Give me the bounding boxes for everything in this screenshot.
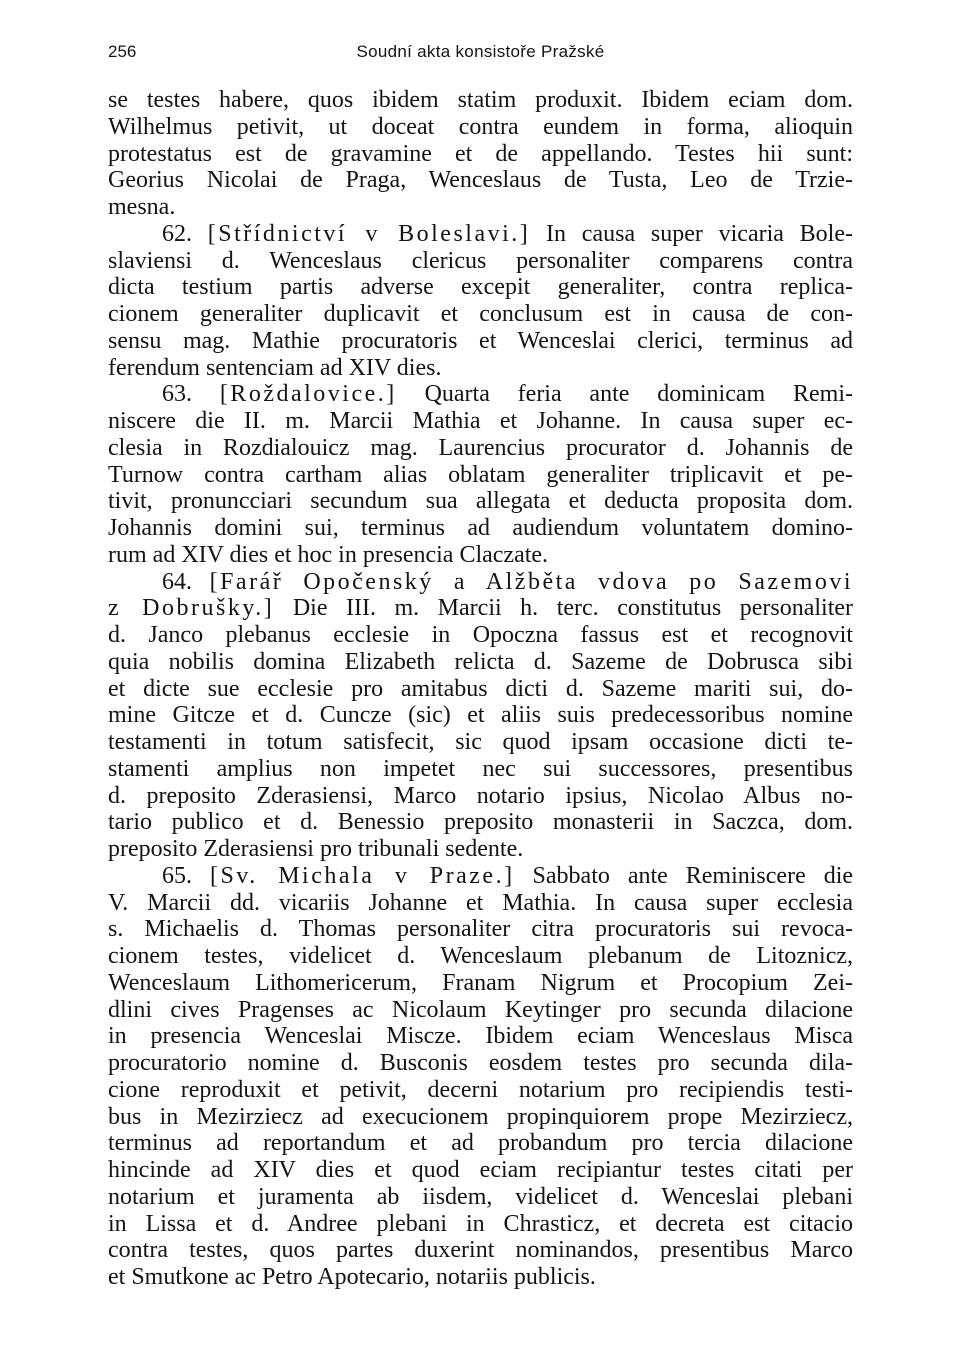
line-text: et dicte sue ecclesie pro amitabus dicti d. Sazeme mariti sui, do- [108, 675, 853, 702]
text-line [108, 890, 853, 917]
line-text: notarium et juramenta ab iisdem, videlicet d. Wenceslai plebani [108, 1183, 853, 1210]
running-title: Soudní akta konsistoře Pražské [356, 42, 605, 61]
text-line [108, 783, 853, 810]
line-text: Georius Nicolai de Praga, Wenceslaus de Tusta, Leo de Trzie- [108, 167, 853, 194]
line-text: tario publico et d. Benessio preposito monasterii in Saczca, dom. [108, 809, 853, 836]
line-text: rum ad XIV dies et hoc in presencia Claczate. [108, 541, 549, 568]
line-text: Turnow contra cartham alias oblatam generaliter triplicavit et pe- [108, 461, 853, 488]
entry-paragraph [108, 87, 853, 221]
text-line [108, 702, 853, 729]
line-text: contra testes, quos partes duxerint nominandos, presentibus Marco [108, 1237, 853, 1264]
text-line [108, 1264, 853, 1291]
text-line [108, 729, 853, 756]
line-text: bus in Mezirziecz ad execucionem propinquiorem prope Mezirziecz, [108, 1103, 853, 1130]
text-line [108, 1050, 853, 1077]
text-line [108, 248, 853, 275]
text-line [108, 1130, 853, 1157]
text-line [108, 1077, 853, 1104]
line-text: s. Michaelis d. Thomas personaliter citra procuratoris sui revoca- [108, 916, 853, 943]
line-text: Quarta feria ante dominicam Remi- [424, 381, 853, 408]
line-text: cionem testes, videlicet d. Wenceslaum plebanum de Litoznicz, [108, 943, 853, 969]
text-line [108, 622, 853, 649]
line-text: preposito Zderasiensi pro tribunali sedente. [108, 836, 524, 862]
text-line [108, 221, 853, 248]
line-text: clesia in Rozdialouicz mag. Laurencius procurator d. Johannis de [108, 434, 853, 461]
line-text: tivit, pronuncciari secundum sua allegata et deducta proposita dom. [108, 488, 853, 515]
line-text: dicta testium partis adverse excepit generaliter, contra replica- [108, 274, 853, 301]
text-line [108, 649, 853, 676]
text-line [108, 515, 853, 542]
page-header [108, 40, 853, 64]
text-line [108, 569, 853, 596]
text-line [108, 114, 853, 141]
line-text: testamenti in totum satisfecit, sic quod ipsam occasione dicti te- [108, 729, 853, 755]
line-text: cionem generaliter duplicavit et conclusum est in causa de con- [108, 301, 853, 327]
text-line [108, 836, 853, 863]
text-line [108, 1023, 853, 1050]
entry-number: 63. [162, 381, 192, 408]
line-text: stamenti amplius non impetet nec sui successores, presentibus [108, 755, 853, 782]
text-line [108, 141, 853, 168]
entry-heading: [Sv. Michala v Praze.] [209, 862, 515, 889]
text-line [108, 408, 853, 435]
text-line [108, 916, 853, 943]
text-line [108, 167, 853, 194]
line-text: protestatus est de gravamine et de appellando. Testes hii sunt: [108, 140, 853, 167]
text-line [108, 435, 853, 462]
text-line [108, 488, 853, 515]
line-text: d. Janco plebanus ecclesie in Opoczna fassus est et recognovit [108, 622, 853, 648]
text-line [108, 997, 853, 1024]
line-text: Johannis domini sui, terminus ad audiendum voluntatem domino- [108, 515, 853, 541]
entry-heading: [Farář Opočenský a Alžběta vdova po Sazemovi [209, 568, 853, 595]
line-text: mesna. [108, 194, 176, 220]
line-text: cione reproduxit et petivit, decerni notarium pro recipiendis testi- [108, 1076, 853, 1103]
text-line [108, 87, 853, 114]
line-text: et Smutkone ac Petro Apotecario, notariis publicis. [108, 1264, 596, 1290]
line-text: Die III. m. Marcii h. terc. constitutus personaliter [292, 595, 854, 622]
text-line [108, 274, 853, 301]
text-line [108, 756, 853, 783]
text-line [108, 301, 853, 328]
line-text: quia nobilis domina Elizabeth relicta d. Sazeme de Dobrusca sibi [108, 648, 853, 675]
text-line [108, 1157, 853, 1184]
line-text: in Lissa et d. Andree plebani in Chrasticz, et decreta est citacio [108, 1210, 853, 1237]
line-text: In causa super vicaria Bole- [546, 220, 853, 247]
text-line [108, 863, 853, 890]
text-line [108, 381, 853, 408]
line-text: slaviensi d. Wenceslaus clericus personaliter comparens contra [108, 247, 853, 274]
line-text: d. preposito Zderasiensi, Marco notario ipsius, Nicolao Albus no- [108, 782, 853, 809]
text-line [108, 676, 853, 703]
text-line [108, 809, 853, 836]
text-line [108, 355, 853, 382]
line-text: Wilhelmus petivit, ut doceat contra eundem in forma, alioquin [108, 113, 853, 140]
entry-paragraph [108, 221, 853, 382]
line-text: dlini cives Pragenses ac Nicolaum Keytinger pro secunda dilacione [108, 996, 853, 1023]
line-text: mine Gitcze et d. Cuncze (sic) et aliis suis predecessoribus nomine [108, 702, 853, 729]
entry-heading: z Dobrušky.] [108, 595, 275, 622]
text-line [108, 1104, 853, 1131]
line-text: Sabbato ante Reminiscere die [532, 862, 854, 889]
entry-heading: [Střídnictví v Boleslavi.] [207, 220, 531, 247]
text-line [108, 595, 853, 622]
entry-heading: [Roždalovice.] [219, 381, 397, 408]
text-line [108, 970, 853, 997]
line-text: se testes habere, quos ibidem statim produxit. Ibidem eciam dom. [108, 87, 853, 113]
text-line [108, 943, 853, 970]
line-text: niscere die II. m. Marcii Mathia et Johanne. In causa super ec- [108, 408, 853, 434]
text-line [108, 542, 853, 569]
line-text: in presencia Wenceslai Miscze. Ibidem eciam Wenceslaus Misca [108, 1023, 853, 1050]
entry-paragraph [108, 863, 853, 1291]
line-text: hincinde ad XIV dies et quod eciam recipiantur testes citati per [108, 1157, 853, 1183]
page-number: 256 [108, 42, 137, 61]
entry-paragraph [108, 381, 853, 568]
line-text: sensu mag. Mathie procuratoris et Wenceslai clerici, terminus ad [108, 327, 853, 354]
text-line [108, 1237, 853, 1264]
text-line [108, 1211, 853, 1238]
entry-number: 65. [162, 862, 192, 889]
line-text: ferendum sentenciam ad XIV dies. [108, 354, 442, 381]
line-text: terminus ad reportandum et ad probandum pro tercia dilacione [108, 1130, 853, 1157]
line-text: Wenceslaum Lithomericerum, Franam Nigrum et Procopium Zei- [108, 969, 853, 996]
text-line [108, 194, 853, 221]
body-text [108, 87, 853, 1291]
line-text: V. Marcii dd. vicariis Johanne et Mathia. In causa super ecclesia [108, 889, 853, 916]
text-line [108, 328, 853, 355]
entry-paragraph [108, 569, 853, 863]
entry-number: 64. [162, 568, 192, 595]
text-line [108, 462, 853, 489]
entry-number: 62. [162, 220, 192, 247]
line-text: procuratorio nomine d. Busconis eosdem testes pro secunda dila- [108, 1050, 853, 1076]
text-line [108, 1184, 853, 1211]
